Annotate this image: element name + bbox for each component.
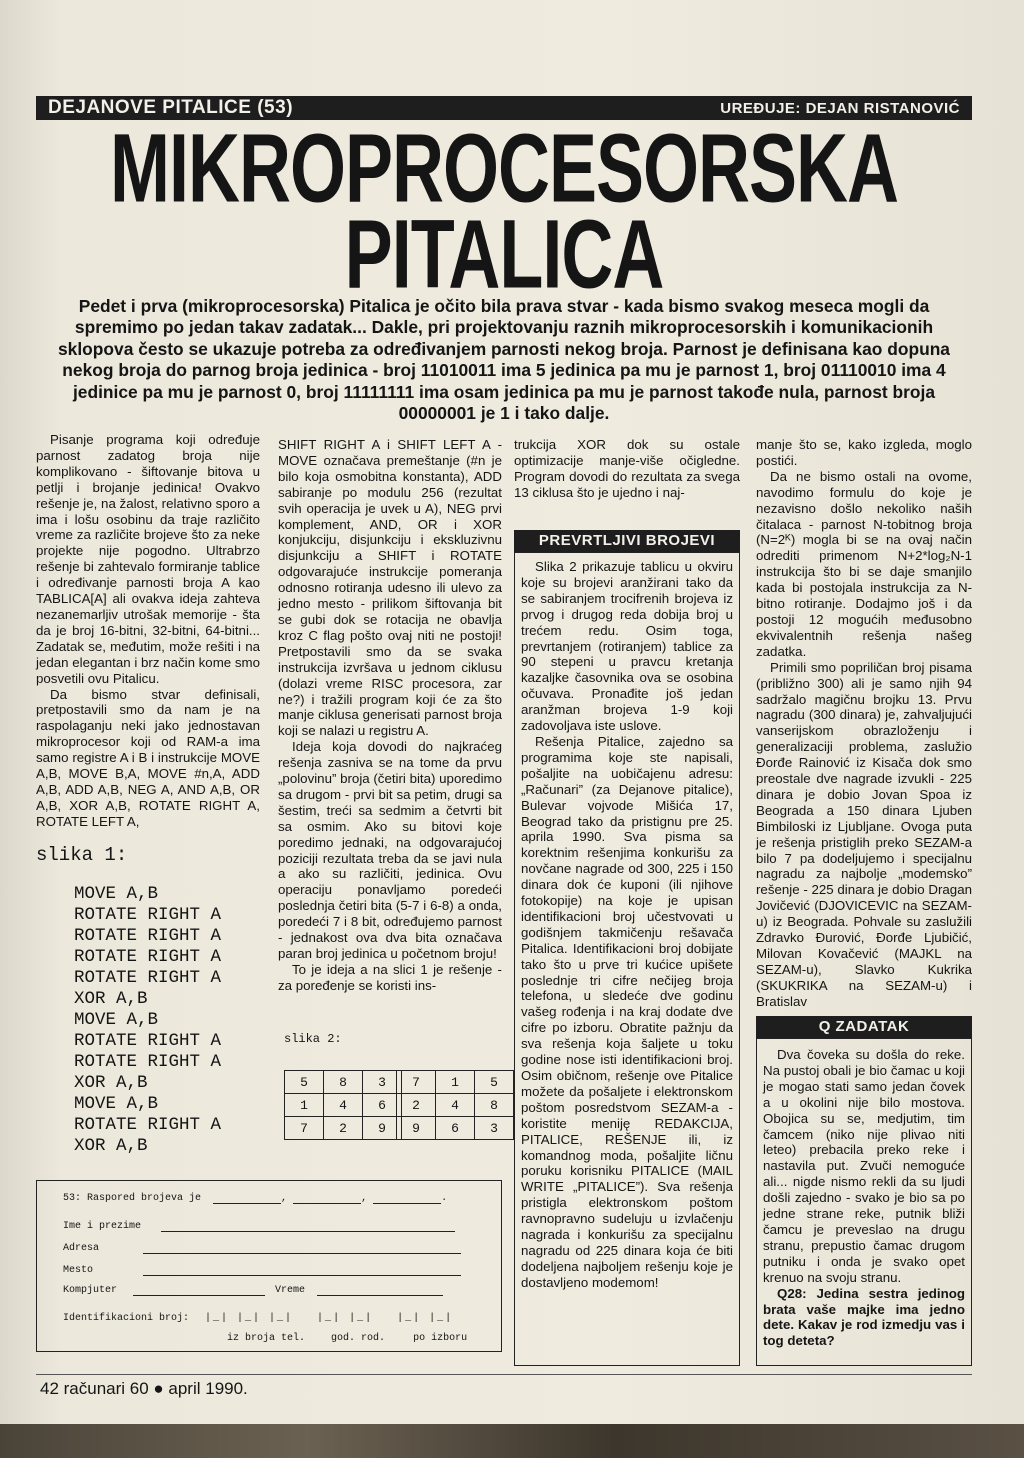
column-1 [36, 432, 260, 830]
code-line: ROTATE RIGHT A [74, 926, 222, 946]
col2-paragraph-1: SHIFT RIGHT A i SHIFT LEFT A - MOVE označava premeštanje (#n je bilo koja osmobitna konstanta), ADD sabiranje po modulu 256 (rezultat svih operacija je uvek u A), NEG prvi komplement, AND, OR i XOR konjukciju, disjunkciju i ekskluzivnu disjunkciju a SHIFT i ROTATE odgovarajuće instrukcije pomeranja odnosno rotiranja udesno ili ulevo za jedno mesto - prilikom šiftovanja bit se gubi dok se rotacija ne obavlja kroz C flag pošto ovaj niti ne postoji! Pretpostavili smo da se svaka instrukcija izvršava u jednom ciklusu (dolazi vreme RISC procesora, zar ne?) i tražili program koji će za što manje ciklusa generisati parnost broja koji se nalazi u registru A. [278, 437, 502, 739]
grid-cell: 7 [397, 1071, 436, 1094]
figure-1-code [74, 884, 221, 1157]
headline-line-1: MIKROPROCESORSKA [109, 114, 899, 223]
col2-paragraph-3: To je ideja a na slici 1 je rešenje - za poređenje se koristi ins- [278, 961, 502, 993]
q-paragraph-1: Dva čoveka su došla do reke. Na pustoj obali je bio čamac u koji je mogao stati samo jedan čovek a u okolini nije bilo mostova. Obojica su se, medjutim, tim čamcem (niko nije plivao niti leteo) prebacila preko reke i nastavila put. Zvuči nemoguće ali... nigde nismo rekli da su ljudi došli zajedno - svako je bio sa po jedne strane reke, putnik bliži čamcu je preveslao na drugu stranu, prepustio čamac drugom putniku i onda je svako opet krenuo na svoju stranu. [763, 1047, 965, 1285]
grid-cell: 3 [475, 1117, 514, 1140]
code-line: XOR A,B [74, 1136, 148, 1156]
grid-cell: 4 [436, 1094, 475, 1117]
lead-paragraph: Pedet i prva (mikroprocesorska) Pitalica je očito bila prava stvar - kada bismo svakog meseca mogli da spremimo po jedan takav zadatak... Dakle, pri projektovanju raznih mikroprocesorskih i komunikacionih sklopova često se ukazuje potreba za određivanjem parnosti nekog broja. Parnost je definisana kao dopuna nekog broja do parnog broja jedinica - broj 11010011 ima 5 jedinica pa mu je parnost 1, broj 01110010 ima 4 jedinice pa mu je parnost 0, broj 11111111 ima osam jedinica pa mu je parnost takođe nula, parnost broja 00000001 je 1 i tako dalje. [58, 296, 950, 424]
code-line: ROTATE RIGHT A [74, 1031, 222, 1051]
figure-1-label: slika 1: [36, 844, 128, 866]
figure-2-label: slika 2: [284, 1032, 342, 1046]
time-field[interactable] [317, 1286, 443, 1296]
arrangement-field-2[interactable] [293, 1194, 361, 1204]
col1-paragraph-2: Da bismo stvar definisali, pretpostavili smo da nam je na raspolaganju neki jako jednostavan mikroprocesor koji od RAM-a ima samo registre A i B i instrukcije MOVE A,B, MOVE B,A, MOVE #n,A, ADD A,B, ADD A,B, NEG A, AND A,B, OR A,B, XOR A,B, ROTATE RIGHT A, ROTATE LEFT A, [36, 686, 260, 829]
col4-paragraph-1: manje što se, kako izgleda, moglo postići. [756, 437, 972, 468]
city-field[interactable] [143, 1266, 461, 1276]
grid-cell: 8 [475, 1094, 514, 1117]
grid-row [285, 1117, 402, 1140]
coupon-row-name: Ime i prezime [63, 1221, 455, 1232]
code-line: MOVE A,B [74, 884, 159, 904]
col3-paragraph-2: Slika 2 prikazuje tablicu u okviru koje su brojevi aranžirani tako da se sabiranjem trocifrenih brojeva iz prvog i drugog reda dobija broj u trećem redu. Osim toga, prevrtanjem (rotiranjem) tablice za 90 stepeni u pravcu kretanja kazaljke časovnika ova se osobina očuvava. Pronađite još jedan aranžman brojeva 1-9 koji zadovoljava iste uslove. [521, 559, 733, 734]
code-line: XOR A,B [74, 1073, 148, 1093]
arrangement-field-3[interactable] [373, 1194, 441, 1204]
code-line: ROTATE RIGHT A [74, 905, 222, 925]
grid-cell: 6 [436, 1117, 475, 1140]
coupon-id-captions: iz broja tel. god. rod. po izboru [227, 1333, 468, 1344]
box-prevrtljivi-brojevi [514, 552, 740, 1366]
col4-paragraph-2: Da ne bismo ostali na ovome, navodimo formulu do koje je nezavisno došlo nekoliko naših čitalaca - parnost N-tobitnog broja (N=2ᴷ) mogla bi se na ovaj način odrediti primenom N+2*log₂N-1 instrukcija što bi se daje smanjilo kada bi postojala instrukcija za N-bitno rotiranje. Dodajmo još i da postoji 12 mogućih međusobno ekvivalentnih rešenja našeg zadatka. [756, 468, 972, 659]
box-title-prevrtljivi: PREVRTLJIVI BROJEVI [514, 530, 740, 552]
computer-field[interactable] [133, 1286, 265, 1296]
code-line: ROTATE RIGHT A [74, 968, 222, 988]
name-field[interactable] [161, 1222, 455, 1232]
page-footer: 42 računari 60 ● april 1990. [40, 1379, 248, 1398]
grid-cell: 3 [363, 1071, 402, 1094]
col1-paragraph-1: Pisanje programa koji određuje parnost zadatog broja nije komplikovano - šiftovanje bitova u petlji i brojanje jedinica! Ovakvo rešenje je, na žalost, relativno sporo a ima i lošu osobinu da traje različito vreme za različite brojeve što za neke projekte nije pogodno. Ultrabrzo rešenje bi zahtevalo formiranje tablice i određivanje parnosti broja A kao TABLICA[A] ali ovakva ideja zahteva nezanemarljiv utrošak memorije - šta da je broj 16-bitni, 32-bitni, 64-bitni... Zadatak se, međutim, može rešiti i na jedan elegantan i brz način kome smo posvetili ovu Pitalicu. [36, 432, 260, 686]
col4-paragraph-3: Primili smo popriličan broj pisama (približno 300) ali je samo njih 94 sadržalo magičnu brojku 13. Prvu nagradu (300 dinara) je, zahvaljujući vanserijskom obrazloženju i generalizaciji problema, zaslužio Đorđe Rainović iz Kisača dok smo preostale dve nagrade izvukli - 225 dinara je dobio Jovan Spoa iz Beograda a 150 dinara Ljuben Bimbiloski iz Ljubljane. Ovoga puta je rešenja pristiglih preko SEZAM-a bilo 7 pa dodeljujemo i specijalnu nagradu za najbolje „modemsko” rešenje - 225 dinara je dobio Dragan Jovičević (DJOVICEVIC na SEZAM-u) iz Beograda. Pohvale su zaslužili Zdravko Đurović, Đorđe Ljubičić, Milovan Kovačević (MAJKL na SEZAM-u), Slavko Kukrika (SKUKRIKA na SEZAM-u) i Bratislav [756, 659, 972, 1009]
grid-row [397, 1094, 514, 1117]
grid-row [397, 1117, 514, 1140]
grid-row [285, 1094, 402, 1117]
grid-row [397, 1071, 514, 1094]
column-4 [756, 437, 972, 1010]
grid-cell: 2 [324, 1117, 363, 1140]
box-q-zadatak [756, 1038, 972, 1366]
col3-paragraph-1: trukcija XOR dok su ostale optimizacije manje-više očigledne. Program dovodi do rezultata za svega 13 ciklusa što je ujedno i naj- [514, 437, 740, 500]
headline-line-2: PITALICA [344, 201, 664, 309]
entry-coupon [36, 1180, 502, 1352]
code-line: ROTATE RIGHT A [74, 1052, 222, 1072]
q-paragraph-2: Q28: Jedina sestra jedinog brata vaše majke ima jedno dete. Kakav je rod izmedju vas i tog deteta? [763, 1285, 965, 1349]
grid-cell: 1 [285, 1094, 324, 1117]
code-line: ROTATE RIGHT A [74, 947, 222, 967]
column-title: DEJANOVE PITALICE (53) [48, 97, 294, 118]
grid-cell: 9 [397, 1117, 436, 1140]
coupon-row-id: Identifikacioni broj: |_| |_| |_| |_| |_| |_| |_| [63, 1313, 454, 1324]
grid-cell: 5 [475, 1071, 514, 1094]
grid-cell: 6 [363, 1094, 402, 1117]
code-line: MOVE A,B [74, 1094, 159, 1114]
grid-cell: 2 [397, 1094, 436, 1117]
editor-credit: UREĐUJE: DEJAN RISTANOVIĆ [720, 99, 960, 117]
address-field[interactable] [143, 1244, 461, 1254]
grid-cell: 4 [324, 1094, 363, 1117]
id-boxes[interactable]: |_| |_| |_| |_| |_| |_| |_| [205, 1313, 454, 1324]
scan-edge [0, 1424, 1024, 1458]
col3-paragraph-3: Rešenja Pitalice, zajedno sa programima koje ste napisali, pošaljite na uobičajenu adresu: „Računari” (za Dejanove pitalice), Bulevar vojvode Mišića 17, Beograd tako da pristignu pre 25. aprila 1990. Sva pisma sa korektnim rešenjima konkurišu za novčane nagrade od 300, 225 i 150 dinara dok će kuponi (ili njihove fotokopije) na koje je upisan identifikacioni broj učestvovati u godišnjem takmičenju rešavača Pitalica. Identifikacioni broj dobijate tako što u prve tri kućice upišete poslednje tri cifre nečijeg broja telefona, u sledeće dve godinu vašeg rođenja i na kraj dodate dve cifre po izboru. Obratite pažnju da sva rešenja koja šaljete u toku godine nose isti identifikacioni broj. Osim običnom, rešenje ove Pitalice možete da pošaljete i elektronskom poštom posredstvom SEZAM-a - koristite meniję REDAKCIJA, PITALICE, REŠENJE ili, iz komandnog moda, pošaljite ličnu poruku korisniku PITALICE (MAIL WRITE „PITALICE”). Sva rešenja pristigla elektronskom poštom ravnopravno sudeluju u izvlačenju nagrada i konkurišu za specijalnu nagradu od 225 dinara koja će biti dodeljena najboljem rešenju koje je dostavljeno modemom! [521, 733, 733, 1290]
box-title-q-zadatak: Q ZADATAK [756, 1016, 972, 1038]
grid-row [285, 1071, 402, 1094]
grid-cell: 8 [324, 1071, 363, 1094]
arrangement-field-1[interactable] [213, 1194, 281, 1204]
coupon-row-arrangement: 53: Raspored brojeva je , , . [63, 1193, 448, 1204]
grid-cell: 7 [285, 1117, 324, 1140]
coupon-row-computer: Kompjuter Vreme [63, 1285, 443, 1296]
coupon-row-address: Adresa [63, 1243, 461, 1254]
grid-cell: 5 [285, 1071, 324, 1094]
coupon-row-city: Mesto [63, 1265, 461, 1276]
figure-2-grid-rotated [396, 1070, 514, 1140]
code-line: XOR A,B [74, 989, 148, 1009]
footer-rule [36, 1374, 972, 1375]
grid-cell: 1 [436, 1071, 475, 1094]
column-2 [278, 437, 502, 994]
column-3 [514, 437, 740, 501]
figure-2-grid-original [284, 1070, 402, 1140]
code-line: ROTATE RIGHT A [74, 1115, 222, 1135]
code-line: MOVE A,B [74, 1010, 159, 1030]
grid-cell: 9 [363, 1117, 402, 1140]
col2-paragraph-2: Ideja koja dovodi do najkraćeg rešenja zasniva se na tome da prvu „polovinu” broja (četiri bita) uporedimo sa drugom - prvi bit sa petim, drugi sa šestim, treći sa sedmim a četvrti bit sa osmim. Ako su bitovi koje poredimo jednaki, na odgovarajućoj poziciji rezultata treba da se javi nula a ako su različiti, jedinica. Ovu operaciju ponavljamo poredeći poslednja četiri bita (5-7 i 6-8) a onda, poredeći 7 i 8 bit, određujemo parnost - jednakost ova dva bita označava paran broj jedinica u početnom broju! [278, 739, 502, 961]
